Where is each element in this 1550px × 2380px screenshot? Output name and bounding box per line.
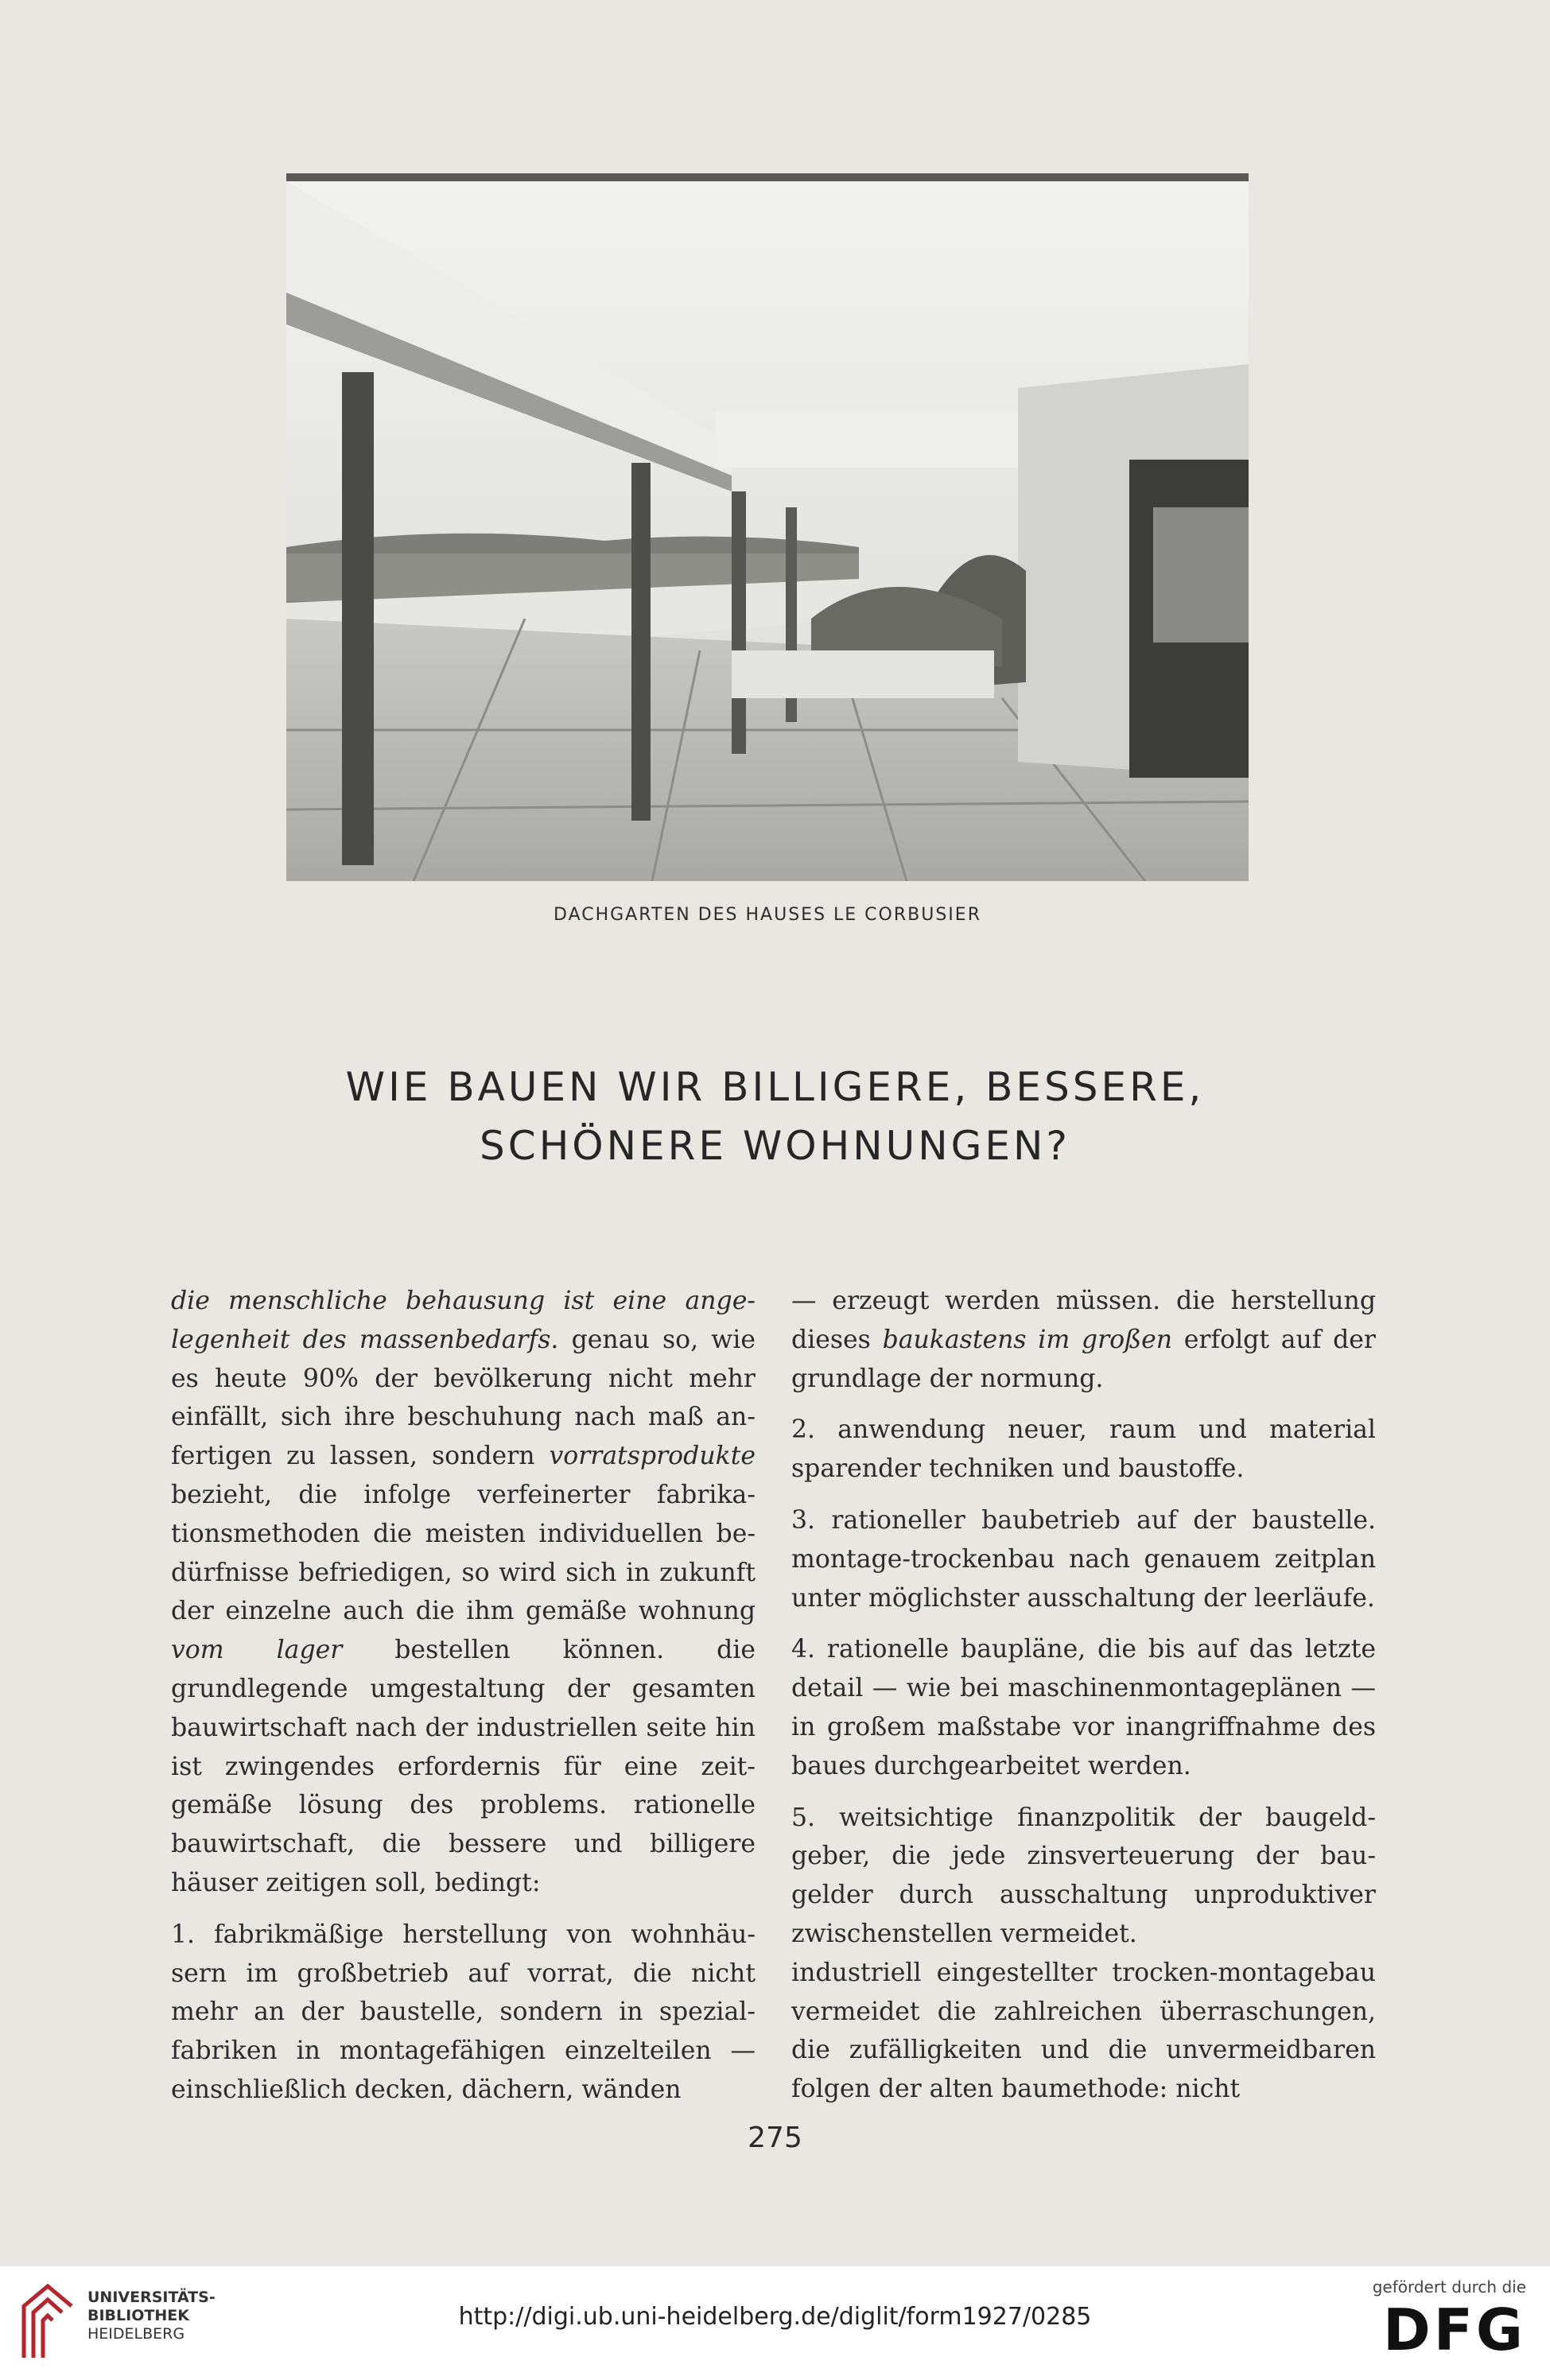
- sponsor-label: gefördert durch die: [1372, 2277, 1526, 2297]
- headline-line-2: SCHÖNERE WOHNUNGEN?: [480, 1123, 1070, 1169]
- left-p1-run-5: bestellen können. die grundlegende umgestaltung der gesamten bauwirtschaft nach der industriellen seite hin ist zwingendes erfordernis für eine zeitgemäße lösung des problems. rationelle bauwirtschaft, die bessere und billigere häuser zeitigen soll, bedingt:: [171, 1636, 756, 1897]
- left-paragraph-1: [171, 1282, 756, 1903]
- photo-caption: DACHGARTEN DES HAUSES LE CORBUSIER: [554, 905, 981, 925]
- right-p1-run-0: — erzeugt werden müssen. die herstellung dieses: [791, 1287, 1376, 1354]
- text-column-left: [171, 1282, 756, 2110]
- right-p1-run-2: erfolgt auf der grundlage der normung.: [791, 1325, 1376, 1393]
- left-p1-run-2: vorratsprodukte: [549, 1442, 756, 1471]
- digitization-footer: [0, 2266, 1550, 2380]
- right-paragraph-5: 5. weitsichtige finanzpolitik der baugeldgeber, die jede zinsverteuerung der baugelder durch ausschaltung unproduktiver zwischenstellen vermeidet.: [791, 1803, 1376, 1948]
- dfg-logo: DFG: [1382, 2297, 1526, 2363]
- right-paragraph-4: 4. rationelle baupläne, die bis auf das letzte detail — wie bei maschinenmontageplänen — in großem maßstabe vor inangriffnahme des baues durchgearbeitet werden.: [791, 1635, 1376, 1780]
- right-paragraph-3: 3. rationeller baubetrieb auf der baustelle. montage-trockenbau nach genauem zeitplan unter möglichster ausschaltung der leerläufe.: [791, 1505, 1376, 1613]
- headline-line-1: WIE BAUEN WIR BILLIGERE, BESSERE,: [345, 1064, 1205, 1110]
- left-paragraph-2: 1. fabrikmäßige herstellung von wohnhäusern im großbetrieb auf vorrat, die nicht mehr an der baustelle, sondern in spezialfabriken in montagefähigen einzelteilen — einschließlich decken, dächern, wänden: [171, 1920, 756, 2104]
- right-p1-run-1: baukastens im großen: [882, 1325, 1173, 1354]
- roof-garden-photo: [286, 173, 1249, 881]
- left-p1-run-0: die menschliche behausung ist eine angelegenheit des massenbedarfs: [171, 1287, 756, 1354]
- left-p1-run-1: . genau so, wie es heute 90% der bevölkerung nicht mehr einfällt, sich ihre beschuhung nach maß anfertigen zu lassen, sondern: [171, 1325, 756, 1471]
- source-url-link[interactable]: http://digi.ub.uni-heidelberg.de/diglit/form1927/0285: [458, 2303, 1092, 2331]
- sponsor-block: [1373, 2277, 1526, 2363]
- right-paragraph-2: 2. anwendung neuer, raum und material sparender techniken und baustoffe.: [791, 1415, 1376, 1484]
- article-headline: [159, 1058, 1391, 1175]
- library-name-line-2: BIBLIOTHEK: [87, 2307, 189, 2324]
- library-name-line-3: HEIDELBERG: [87, 2325, 185, 2343]
- right-paragraph-1: [791, 1282, 1376, 1398]
- photo-illustration: [286, 173, 1249, 881]
- right-paragraph-6: industriell eingestellter trocken-montagebau vermeidet die zahlreichen überraschungen, die zufälligkeiten und die unvermeidbaren folgen der alten baumethode: nicht: [791, 1958, 1376, 2104]
- left-p1-run-3: bezieht, die infolge verfeinerter fabrikationsmethoden die meisten individuellen bedürfnisse befriedigen, so wird sich in zukunft der einzelne auch die ihm gemäße wohnung: [171, 1480, 756, 1626]
- text-column-right: [791, 1282, 1376, 2109]
- library-name-line-1: UNIVERSITÄTS-: [87, 2289, 216, 2306]
- page-number: 275: [748, 2122, 802, 2154]
- left-p1-run-4: vom lager: [171, 1636, 343, 1665]
